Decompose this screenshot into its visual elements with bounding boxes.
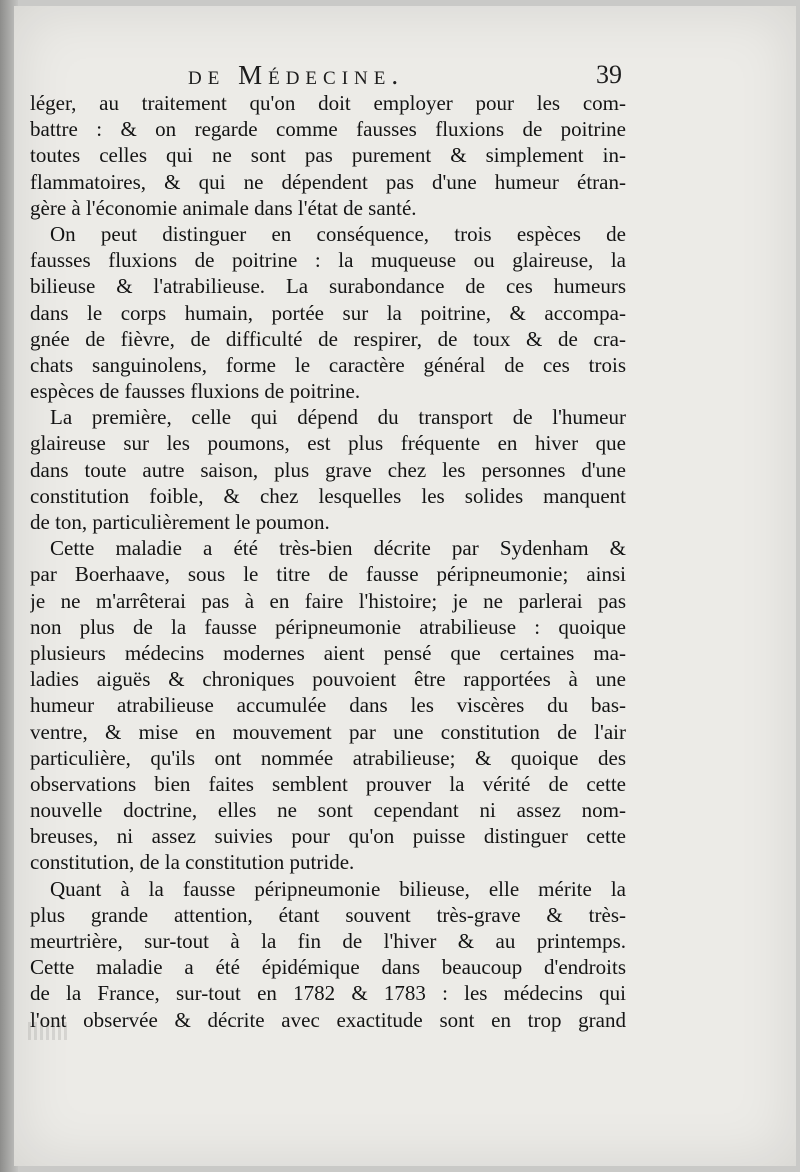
text-line: Cette maladie a été très-bien décrite par Sydenham & <box>50 536 626 561</box>
text-line: ladies aiguës & chroniques pouvoient être rapportées à une <box>30 667 626 692</box>
text-line: flammatoires, & qui ne dépendent pas d'une humeur étran- <box>30 169 626 194</box>
show-through-smudge <box>28 1022 68 1040</box>
text-line: constitution foible, & chez lesquelles les solides manquent <box>30 483 626 508</box>
body-text <box>30 90 626 1033</box>
text-line: glaireuse sur les poumons, est plus fréquente en hiver que <box>30 431 626 456</box>
text-line: espèces de fausses fluxions de poitrine. <box>30 379 361 404</box>
running-title: de Médecine. <box>188 60 405 90</box>
text-line: meurtrière, sur-tout à la fin de l'hiver & au printemps. <box>30 929 626 953</box>
text-line: observations bien faites semblent prouver la vérité de cette <box>30 771 626 796</box>
text-line: léger, au traitement qu'on doit employer pour les com- <box>30 91 626 115</box>
text-line: plus grande attention, étant souvent très-grave & très- <box>30 902 626 927</box>
text-line: particulière, qu'ils ont nommée atrabilieuse; & quoique des <box>30 745 626 770</box>
text-line: par Boerhaave, sous le titre de fausse péripneumonie; ainsi <box>30 562 626 587</box>
text-line: de la France, sur-tout en 1782 & 1783 : les médecins qui <box>30 981 626 1006</box>
text-line: dans le corps humain, portée sur la poitrine, & accompa- <box>30 300 626 325</box>
text-line: de ton, particulièrement le poumon. <box>30 510 330 534</box>
text-line: bilieuse & l'atrabilieuse. La surabondance de ces humeurs <box>30 274 626 299</box>
text-line: chats sanguinolens, forme le caractère général de ces trois <box>30 352 626 377</box>
text-line: l'ont observée & décrite avec exactitude sont en trop grand <box>30 1007 626 1032</box>
text-line: toutes celles qui ne sont pas purement & simplement in- <box>30 143 626 168</box>
text-line: La première, celle qui dépend du transport de l'humeur <box>50 405 626 430</box>
text-line: ventre, & mise en mouvement par une constitution de l'air <box>30 719 626 744</box>
text-line: fausses fluxions de poitrine : la muqueuse ou glaireuse, la <box>30 248 626 273</box>
text-line: gnée de fièvre, de difficulté de respirer, de toux & de cra- <box>30 326 626 351</box>
text-line: dans toute autre saison, plus grave chez les personnes d'une <box>30 457 626 482</box>
text-line: On peut distinguer en conséquence, trois espèces de <box>50 221 626 246</box>
text-line: constitution, de la constitution putride. <box>30 850 355 875</box>
text-line: plusieurs médecins modernes aient pensé que certaines ma- <box>30 640 626 665</box>
text-line: Quant à la fausse péripneumonie bilieuse, elle mérite la <box>50 876 626 901</box>
text-line: non plus de la fausse péripneumonie atrabilieuse : quoique <box>30 614 626 639</box>
text-line: Cette maladie a été épidémique dans beaucoup d'endroits <box>30 955 626 980</box>
text-line: humeur atrabilieuse accumulée dans les viscères du bas- <box>30 693 626 718</box>
text-line: je ne m'arrêterai pas à en faire l'histoire; je ne parlerai pas <box>30 588 626 613</box>
page-number: 39 <box>596 60 622 89</box>
text-line: breuses, ni assez suivies pour qu'on puisse distinguer cette <box>30 824 626 849</box>
text-line: nouvelle doctrine, elles ne sont cependant ni assez nom- <box>30 798 626 823</box>
text-line: gère à l'économie animale dans l'état de santé. <box>30 195 417 220</box>
text-line: battre : & on regarde comme fausses fluxions de poitrine <box>30 117 626 142</box>
